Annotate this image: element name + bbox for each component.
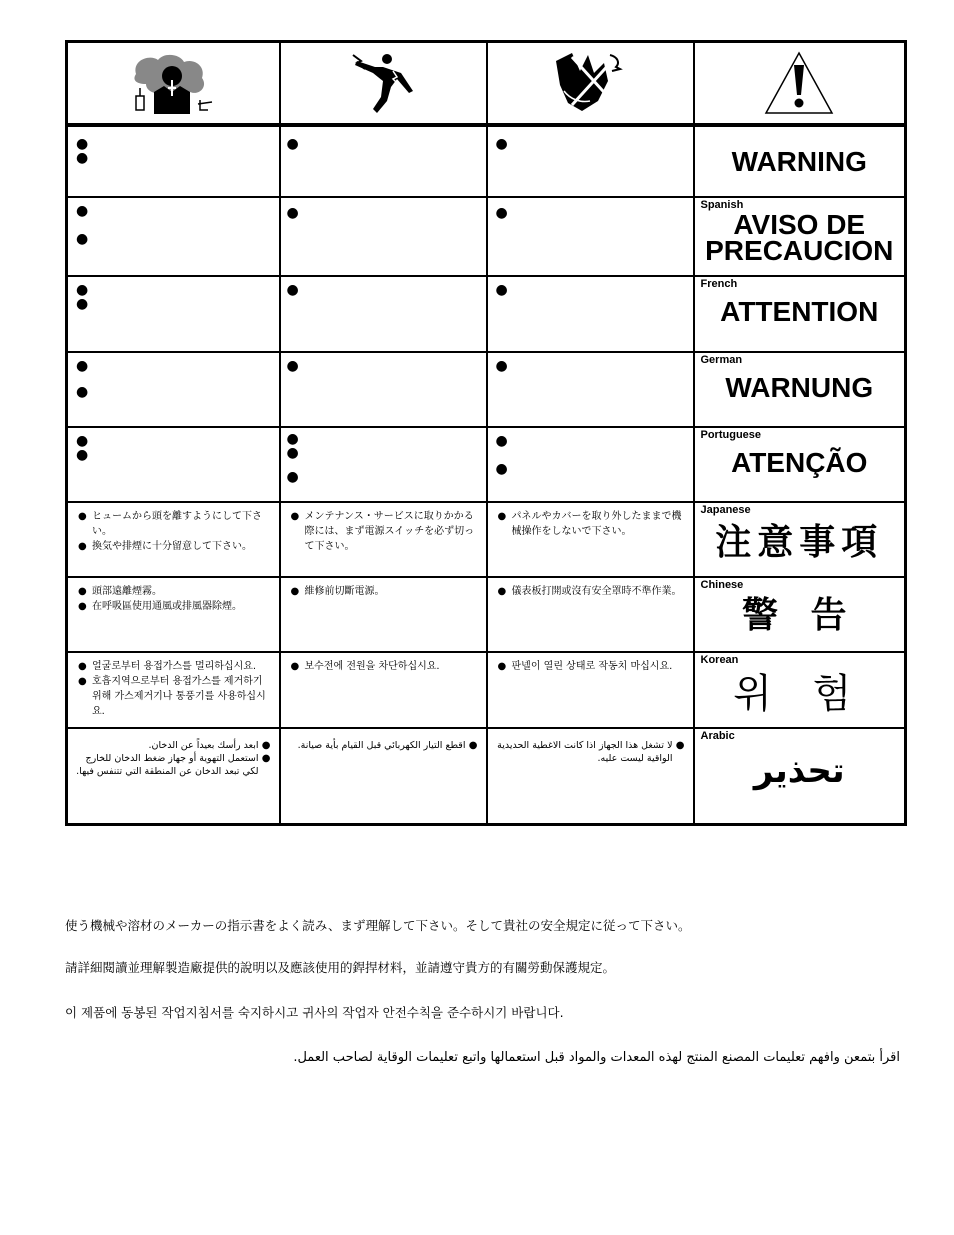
korean-col3 <box>487 652 694 728</box>
arabic-col1-item: ● ابعد رأسك بعيداً عن الدخان. <box>76 739 271 752</box>
french-col3: ● <box>487 276 694 352</box>
portuguese-col1: ● ● <box>67 427 280 502</box>
warning-word-portuguese: ATENÇÃO <box>731 447 868 479</box>
japanese-col1-item: ● 換気や排煙に十分留意して下さい。 <box>78 539 275 554</box>
icon-row <box>67 42 906 126</box>
row-arabic <box>67 728 906 824</box>
korean-col1 <box>67 652 280 728</box>
chinese-col1 <box>67 577 280 652</box>
language-label-japanese: Japanese <box>700 504 751 517</box>
language-label-korean: Korean <box>700 654 739 667</box>
warning-word-german: WARNUNG <box>725 372 874 404</box>
korean-col2-item: ● 보수전에 전원을 차단하십시요. <box>291 659 482 674</box>
warning-word-korean: 위 험 <box>733 671 866 718</box>
bottom-note-arabic: اقرأ بتمعن وافهم تعليمات المصنع المنتج لهذه المعدات والمواد قبل استعمالها واتبع تعليمات الوقاية لصاحب العمل. <box>293 1050 900 1065</box>
chinese-warning-cell <box>694 577 906 652</box>
spanish-col3: ● <box>487 197 694 276</box>
moving-parts-icon-cell <box>487 42 694 126</box>
portuguese-col2: ● ● ● <box>280 427 487 502</box>
language-label-german: German <box>700 354 743 367</box>
moving-parts-hand-icon <box>550 51 630 115</box>
korean-col3-item: ● 판넬이 열린 상태로 작동치 마십시요. <box>498 659 689 674</box>
row-korean <box>67 652 906 728</box>
electric-shock-icon <box>343 51 423 115</box>
french-col1: ● ● <box>67 276 280 352</box>
spanish-col1: ● ● <box>67 197 280 276</box>
japanese-warning-cell <box>694 502 906 577</box>
language-label-arabic: Arabic <box>700 730 735 743</box>
arabic-col3 <box>487 728 694 824</box>
row-german <box>67 352 906 427</box>
japanese-col3 <box>487 502 694 577</box>
arabic-col1-item: ● استعمل التهوية أو جهاز ضغط الدخان للخارج لكي تبعد الدخان عن المنطقة التي تتنفس فيها. <box>76 752 271 778</box>
korean-warning-cell <box>694 652 906 728</box>
chinese-col3-item: ● 儀表板打開或沒有安全罩時不準作業。 <box>498 584 689 599</box>
warning-word-english: WARNING <box>731 146 867 178</box>
warning-word-chinese: 警 告 <box>741 595 857 637</box>
japanese-col3-item: ● パネルやカバーを取り外したままで機械操作をしないで下さい。 <box>498 509 689 539</box>
korean-col1-item: ● 얼굴로부터 용접가스를 멀리하십시요. <box>78 659 275 674</box>
row-spanish <box>67 197 906 276</box>
warning-word-arabic: تحذير <box>753 751 845 792</box>
row-english <box>67 125 906 197</box>
chinese-col2-item: ● 維修前切斷電源。 <box>291 584 482 599</box>
fumes-icon-cell <box>67 42 280 126</box>
shock-icon-cell <box>280 42 487 126</box>
arabic-col2 <box>280 728 487 824</box>
arabic-col1 <box>67 728 280 824</box>
bottom-note-japanese: 使う機械や溶材のメーカーの指示書をよく読み、まず理解して下さい。そして貴社の安全規定に従って下さい。 <box>65 918 691 933</box>
chinese-col1-item: ● 在呼吸區使用通風或排風器除煙。 <box>78 599 275 614</box>
row-japanese <box>67 502 906 577</box>
portuguese-warning-cell <box>694 427 906 502</box>
language-label-portuguese: Portuguese <box>700 429 762 442</box>
french-warning-cell <box>694 276 906 352</box>
language-label-spanish: Spanish <box>700 199 744 212</box>
korean-col1-item: ● 호흡지역으로부터 용접가스를 제거하기 위해 가스제거기나 통풍기를 사용하십시요. <box>78 674 275 719</box>
german-col3: ● <box>487 352 694 427</box>
english-col3: ● <box>487 125 694 197</box>
warning-word-japanese: 注意事項 <box>715 522 884 564</box>
chinese-col1-item: ● 頭部遠離煙霧。 <box>78 584 275 599</box>
spanish-warning-cell <box>694 197 906 276</box>
spanish-col2: ● <box>280 197 487 276</box>
warning-triangle-cell <box>694 42 906 126</box>
english-col2: ● <box>280 125 487 197</box>
arabic-col3-item: ● لا تشغل هذا الجهاز اذا كانت الاغطية الحديدية الواقية ليست عليه. <box>496 739 685 765</box>
fumes-breathing-icon <box>128 52 218 114</box>
japanese-col1 <box>67 502 280 577</box>
language-label-chinese: Chinese <box>700 579 744 592</box>
bottom-note-chinese: 請詳細閱讀並理解製造廠提供的說明以及應該使用的銲捍材料，並請遵守貴方的有關勞動保護規定。 <box>65 960 616 975</box>
chinese-col2 <box>280 577 487 652</box>
row-french <box>67 276 906 352</box>
warning-label-table <box>65 40 907 826</box>
language-label-french: French <box>700 278 738 291</box>
korean-col2 <box>280 652 487 728</box>
german-col1: ● ● <box>67 352 280 427</box>
french-col2: ● <box>280 276 487 352</box>
bottom-note-korean: 이 제품에 동봉된 작업지침서를 숙지하시고 귀사의 작업자 안전수칙을 준수하시기 바랍니다. <box>65 1005 564 1020</box>
warning-triangle-icon <box>764 51 834 115</box>
warning-word-spanish-line2: PRECAUCION <box>705 235 894 267</box>
german-warning-cell <box>694 352 906 427</box>
english-col1: ● ● <box>67 125 280 197</box>
japanese-col1-item: ● ヒュームから頭を離すようにして下さい。 <box>78 509 275 539</box>
arabic-warning-cell <box>694 728 906 824</box>
arabic-col2-item: ● اقطع التيار الكهربائي قبل القيام بأية صيانة. <box>289 739 478 752</box>
english-warning-cell <box>694 125 906 197</box>
japanese-col2 <box>280 502 487 577</box>
portuguese-col3: ● ● <box>487 427 694 502</box>
japanese-col2-item: ● メンテナンス・サービスに取りかかる際には、まず電源スイッチを必ず切って下さい。 <box>291 509 482 554</box>
german-col2: ● <box>280 352 487 427</box>
row-chinese <box>67 577 906 652</box>
warning-word-french: ATTENTION <box>720 296 879 328</box>
chinese-col3 <box>487 577 694 652</box>
warning-word-spanish-line1: AVISO DE <box>733 209 866 241</box>
row-portuguese <box>67 427 906 502</box>
